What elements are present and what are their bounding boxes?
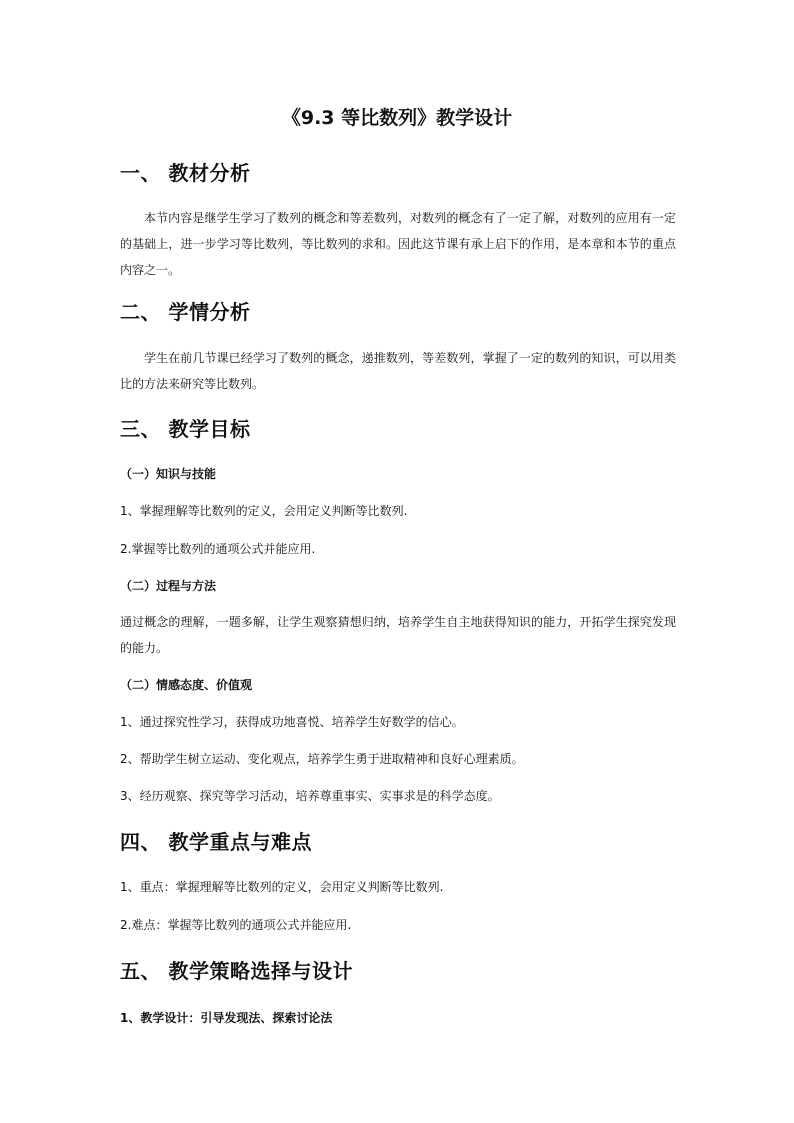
section-heading-strategy-design: 五、 教学策略选择与设计 bbox=[120, 959, 353, 983]
section-heading-textbook-analysis: 一、 教材分析 bbox=[120, 161, 251, 185]
list-item: 1、掌握理解等比数列的定义，会用定义判断等比数列. bbox=[120, 504, 408, 518]
list-item: 2.难点：掌握等比数列的通项公式并能应用. bbox=[120, 918, 352, 932]
section-paragraph-textbook-analysis: 本节内容是继学生学习了数列的概念和等差数列，对数列的概念有了一定了解，对数列的应用有一定的基础上，进一步学习等比数列，等比数列的求和。因此这节课有承上启下的作用，是本章和本节的重点内容之一。 bbox=[120, 211, 676, 277]
section-heading-key-difficult-points: 四、 教学重点与难点 bbox=[120, 830, 312, 854]
document-title: 《9.3 等比数列》教学设计 bbox=[281, 107, 513, 129]
subsection-label-process-method: （二）过程与方法 bbox=[120, 579, 217, 593]
list-item: 2、帮助学生树立运动、变化观点，培养学生勇于进取精神和良好心理素质。 bbox=[120, 752, 524, 766]
subsection-text-process-method: 通过概念的理解，一题多解，让学生观察猜想归纳，培养学生自主地获得知识的能力，开拓学生探究发现的能力。 bbox=[120, 615, 676, 655]
list-item: 1、重点：掌握理解等比数列的定义，会用定义判断等比数列. bbox=[120, 880, 444, 894]
list-item: 3、经历观察、探究等学习活动，培养尊重事实、实事求是的科学态度。 bbox=[120, 789, 500, 803]
list-item: 2.掌握等比数列的通项公式并能应用. bbox=[120, 542, 316, 556]
section-heading-teaching-goals: 三、 教学目标 bbox=[120, 417, 251, 441]
subsection-label-knowledge-skills: （一）知识与技能 bbox=[120, 467, 217, 481]
subsection-label-attitude-values: （二）情感态度、价值观 bbox=[120, 678, 253, 692]
section-paragraph-student-analysis: 学生在前几节课已经学习了数列的概念，递推数列，等差数列，掌握了一定的数列的知识，可以用类比的方法来研究等比数列。 bbox=[120, 351, 676, 391]
subsection-label-teaching-design: 1、教学设计：引导发现法、探索讨论法 bbox=[120, 1011, 333, 1025]
list-item: 1、通过探究性学习，获得成功地喜悦、培养学生好数学的信心。 bbox=[120, 715, 464, 729]
section-heading-student-analysis: 二、 学情分析 bbox=[120, 300, 251, 324]
